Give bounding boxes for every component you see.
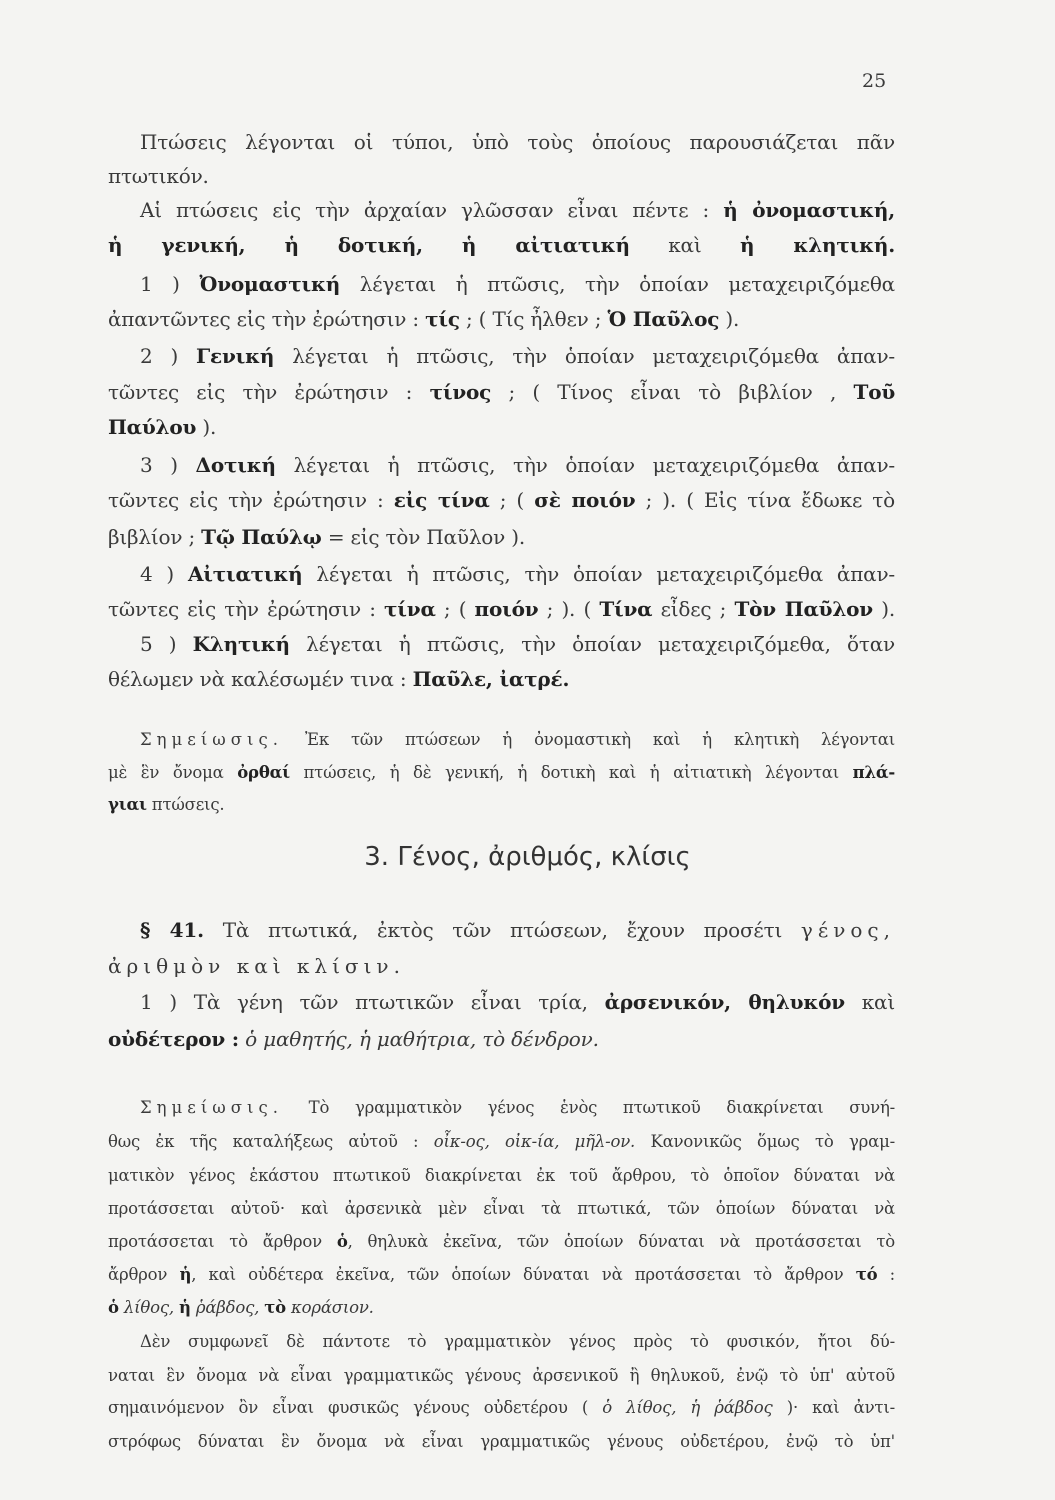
text-line	[108, 990, 895, 1020]
text-line	[108, 632, 895, 662]
italic-example: οἶκ-ος, οἰκ-ία, μῆλ-ον.	[433, 1132, 636, 1151]
text-line	[108, 307, 895, 337]
text-line	[108, 525, 895, 555]
text-span: ; ). (	[538, 597, 600, 621]
text-line	[108, 763, 895, 793]
text-line	[108, 954, 895, 984]
text-span: Δὲν συμφωνεῖ δὲ πάντοτε τὸ γραμματικὸν γένος πρὸς τὸ φυσικόν, ἤτοι δύ-	[140, 1332, 895, 1351]
text-span: πτώσεις, ἡ δὲ γενική, ἡ δοτικὴ καὶ ἡ αἰτιατικὴ λέγονται	[289, 763, 853, 782]
italic-example: ὁ λίθος, ἡ ῥάβδος	[602, 1398, 773, 1417]
text-line	[108, 1098, 895, 1128]
bold-term: ἡ	[179, 1265, 192, 1284]
text-line	[108, 453, 895, 483]
bold-term: Παῦλε, ἰατρέ.	[412, 667, 570, 691]
text-span: θέλωμεν νὰ καλέσωμέν τινα :	[108, 667, 413, 691]
bold-term: Τὸν Παῦλον	[734, 597, 873, 621]
bold-term: ἡ κλητική.	[739, 233, 895, 257]
bold-term: οὐδέτερον :	[108, 1027, 239, 1051]
text-line	[108, 597, 895, 627]
text-line	[108, 344, 895, 374]
bold-term: Ὀνομαστική	[199, 272, 341, 296]
text-span: εἶδες ;	[652, 597, 735, 621]
text-line	[108, 1332, 895, 1362]
text-span: γένος,	[800, 918, 895, 942]
text-line	[108, 198, 895, 228]
text-span: στρόφως δύναται ἓν ὄνομα νὰ εἶναι γραμματικῶς γένους οὐδετέρου, ἐνῷ τὸ ὑπ'	[108, 1432, 895, 1451]
italic-example: λίθος,	[118, 1298, 179, 1317]
bold-term: ὁ	[336, 1232, 348, 1251]
text-span: Κανονικῶς ὅμως τὸ γραμ-	[635, 1132, 895, 1151]
text-span: Ἐκ τῶν πτώσεων ἡ ὀνομαστικὴ καὶ ἡ κλητικὴ λέγονται	[282, 730, 895, 749]
text-span: ἀπαντῶντες εἰς τὴν ἐρώτησιν :	[108, 307, 426, 331]
text-line	[108, 164, 895, 194]
text-span: Τὸ γραμματικὸν γένος ἑνὸς πτωτικοῦ διακρίνεται συνή-	[282, 1098, 895, 1117]
bold-term: ἀρσενικόν, θηλυκόν	[604, 990, 845, 1014]
bold-term: Τῷ Παύλῳ	[201, 525, 322, 549]
bold-term: § 41.	[140, 918, 204, 942]
text-span: 3 )	[140, 453, 196, 477]
section-heading: 3. Γένος, ἀριθμός, κλίσις	[364, 842, 691, 872]
text-line	[108, 1366, 895, 1396]
text-line	[108, 380, 895, 410]
text-line	[108, 795, 895, 825]
text-line	[108, 562, 895, 592]
text-span: Σημείωσις.	[140, 1098, 283, 1117]
text-span: , θηλυκὰ ἐκεῖνα, τῶν ὁποίων δύναται νὰ προτάσσεται τὸ	[347, 1232, 895, 1251]
text-span: τῶντες εἰς τὴν ἐρώτησιν :	[108, 488, 394, 512]
bold-term: τίνα	[384, 597, 436, 621]
text-span: λέγεται ἡ πτῶσις, τὴν ὁποίαν μεταχειριζόμεθα ἀπαν-	[302, 562, 895, 586]
text-span: Πτώσεις λέγονται οἱ τύποι, ὑπὸ τοὺς ὁποίους παρουσιάζεται πᾶν	[140, 130, 895, 154]
text-span: ; ( Τίς ἦλθεν ;	[459, 307, 608, 331]
text-span: βιβλίον ;	[108, 525, 202, 549]
text-line	[108, 1232, 895, 1262]
text-span: :	[877, 1265, 895, 1284]
text-span: τῶντες εἰς τὴν ἐρώτησιν :	[108, 597, 385, 621]
text-line	[108, 233, 895, 263]
text-line	[108, 1298, 895, 1328]
text-span: )· καὶ ἀντι-	[772, 1398, 895, 1417]
text-span: 1 )	[140, 272, 200, 296]
text-span: ; ( Τίνος εἶναι τὸ βιβλίον ,	[491, 380, 854, 404]
bold-term: Δοτική	[195, 453, 276, 477]
text-span: πτώσεις.	[146, 795, 225, 814]
text-span: ).	[719, 307, 740, 331]
text-span: λέγεται ἡ πτῶσις, τὴν ὁποίαν μεταχειριζόμεθα ἀπαν-	[274, 344, 895, 368]
text-line	[108, 1199, 895, 1229]
text-span: προτάσσεται τὸ ἄρθρον	[108, 1232, 337, 1251]
text-span: Σημείωσις.	[140, 730, 283, 749]
bold-term: Κλητική	[192, 632, 290, 656]
text-span: σημαινόμενον ὂν εἶναι φυσικῶς γένους οὐδετέρου (	[108, 1398, 603, 1417]
bold-term: Αἰτιατική	[187, 562, 303, 586]
bold-term: σὲ ποιόν	[534, 488, 636, 512]
text-line	[108, 1166, 895, 1196]
text-span: καὶ	[629, 233, 740, 257]
italic-example: ῥάβδος,	[190, 1298, 265, 1317]
text-span: ἄρθρον	[108, 1265, 180, 1284]
bold-term: Παύλου	[108, 415, 197, 439]
text-span: , καὶ οὐδέτερα ἐκεῖνα, τῶν ὁποίων δύναται νὰ προτάσσεται τὸ ἄρθρον	[191, 1265, 856, 1284]
text-span: ματικὸν γένος ἑκάστου πτωτικοῦ διακρίνεται ἐκ τοῦ ἄρθρου, τὸ ὁποῖον δύναται νὰ	[108, 1166, 895, 1185]
text-span: θως ἐκ τῆς καταλήξεως αὐτοῦ :	[108, 1132, 434, 1151]
text-span: λέγεται ἡ πτῶσις, τὴν ὁποίαν μεταχειριζόμεθα, ὅταν	[289, 632, 895, 656]
bold-term: ὀρθαί	[237, 763, 290, 782]
bold-term: τίς	[425, 307, 460, 331]
italic-example: κοράσιον.	[285, 1298, 374, 1317]
text-line	[108, 1132, 895, 1162]
bold-term: ὁ	[108, 1298, 119, 1317]
text-line	[108, 272, 895, 302]
text-span: πτωτικόν.	[108, 164, 209, 188]
text-span: λέγεται ἡ πτῶσις, τὴν ὁποίαν μεταχειριζόμεθα	[340, 272, 895, 296]
text-line	[108, 667, 895, 697]
bold-term: ἡ γενική, ἡ δοτική, ἡ αἰτιατική	[108, 233, 630, 257]
text-span: 4 )	[140, 562, 188, 586]
text-line	[108, 918, 895, 948]
text-span: προτάσσεται αὐτοῦ· καὶ ἀρσενικὰ μὲν εἶναι τὰ πτωτικά, τῶν ὁποίων δύναται νὰ	[108, 1199, 895, 1218]
text-line	[108, 1398, 895, 1428]
italic-example: ὁ μαθητής, ἡ μαθήτρια, τὸ δένδρον.	[245, 1027, 599, 1051]
bold-term: τίνος	[429, 380, 492, 404]
text-span: 2 )	[140, 344, 197, 368]
text-line	[108, 415, 895, 445]
text-span: ; ). ( Εἰς τίνα ἔδωκε τὸ	[635, 488, 896, 512]
text-span: ).	[196, 415, 217, 439]
text-line	[108, 1432, 895, 1462]
text-line	[108, 488, 895, 518]
bold-term: γιαι	[108, 795, 147, 814]
bold-term: εἰς τίνα	[393, 488, 490, 512]
bold-term: Τοῦ	[853, 380, 896, 404]
text-span: λέγεται ἡ πτῶσις, τὴν ὁποίαν μεταχειριζόμεθα ἀπαν-	[275, 453, 895, 477]
text-span: Αἱ πτώσεις εἰς τὴν ἀρχαίαν γλῶσσαν εἶναι πέντε :	[140, 198, 724, 222]
text-span: καὶ	[844, 990, 896, 1014]
bold-term: τό	[855, 1265, 878, 1284]
text-span: ; (	[435, 597, 475, 621]
bold-term: πλά-	[852, 763, 896, 782]
text-span: = εἰς τὸν Παῦλον ).	[321, 525, 526, 549]
text-span: 1 ) Τὰ γένη τῶν πτωτικῶν εἶναι τρία,	[140, 990, 605, 1014]
text-span: ; (	[489, 488, 535, 512]
bold-term: τὸ	[264, 1298, 286, 1317]
text-line	[108, 1027, 895, 1057]
text-span: ναται ἓν ὄνομα νὰ εἶναι γραμματικῶς γένους ἀρσενικοῦ ἢ θηλυκοῦ, ἐνῷ τὸ ὑπ' αὐτοῦ	[108, 1366, 895, 1385]
text-span: 5 )	[140, 632, 193, 656]
text-span: Τὰ πτωτικά, ἐκτὸς τῶν πτώσεων, ἔχουν προσέτι	[203, 918, 801, 942]
text-line	[108, 730, 895, 760]
bold-term: Γενική	[196, 344, 275, 368]
page-number: 25	[862, 70, 887, 92]
bold-term: Ὁ Παῦλος	[607, 307, 720, 331]
text-span: τῶντες εἰς τὴν ἐρώτησιν :	[108, 380, 430, 404]
text-line	[108, 1265, 895, 1295]
bold-term: ἡ	[178, 1298, 191, 1317]
bold-term: ποιόν	[474, 597, 539, 621]
bold-term: ἡ ὀνομαστική,	[723, 198, 895, 222]
bold-term: Τίνα	[599, 597, 653, 621]
text-line	[108, 130, 895, 160]
text-span: ἀριθμὸν καὶ κλίσιν.	[108, 954, 405, 978]
text-span: μὲ ἓν ὄνομα	[108, 763, 238, 782]
text-span: ).	[872, 597, 895, 621]
